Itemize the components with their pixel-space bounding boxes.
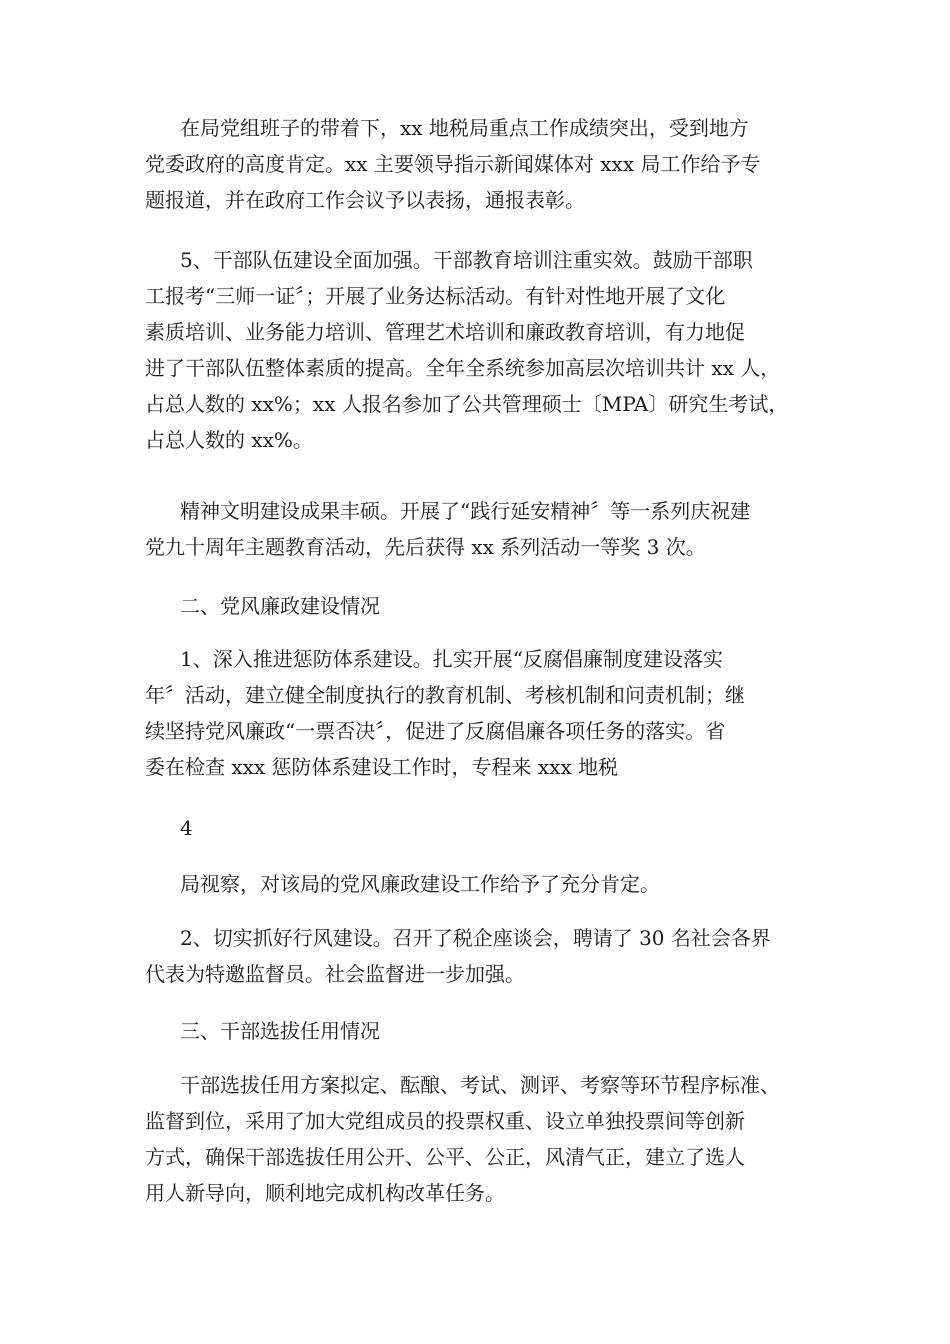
text-line: 代表为特邀监督员。社会监督进一步加强。 [145, 962, 525, 986]
heading-text: 二、党风廉政建设情况 [180, 594, 380, 618]
paragraph-spiritual-civilization [145, 493, 825, 565]
paragraph-inspection-continued [145, 866, 825, 902]
text-line: 党九十周年主题教育活动，先后获得 xx 系列活动一等奖 3 次。 [145, 535, 706, 559]
text-line: 5、干部队伍建设全面加强。干部教育培训注重实效。鼓励干部职 [180, 248, 753, 272]
paragraph-cadre-selection-process [145, 1067, 825, 1211]
text-line: 题报道，并在政府工作会议予以表扬，通报表彰。 [145, 188, 585, 212]
text-line: 续坚持党风廉政“一票否决〞，促进了反腐倡廉各项任务的落实。省 [145, 719, 726, 743]
text-line: 进了干部队伍整体素质的提高。全年全系统参加高层次培训共计 xx 人， [145, 356, 781, 380]
page-number [145, 810, 825, 846]
text-line: 年〞活动，建立健全制度执行的教育机制、考核机制和问责机制；继 [145, 683, 745, 707]
section-heading-party-conduct [145, 588, 825, 624]
text-line: 在局党组班子的带着下，xx 地税局重点工作成绩突出，受到地方 [180, 116, 749, 140]
text-line: 精神文明建设成果丰硕。开展了“践行延安精神〞等一系列庆祝建 [180, 499, 751, 523]
text-line: 用人新导向，顺利地完成机构改革任务。 [145, 1181, 505, 1205]
paragraph-tax-bureau-achievements [145, 110, 825, 218]
text-line: 占总人数的 xx%。 [145, 428, 313, 452]
paragraph-anti-corruption-system [145, 641, 825, 785]
text-line: 占总人数的 xx%；xx 人报名参加了公共管理硕士〔MPA〕研究生考试， [145, 392, 789, 416]
text-line: 委在检查 xxx 惩防体系建设工作时，专程来 xxx 地税 [145, 755, 619, 779]
text-line: 局视察，对该局的党风廉政建设工作给予了充分肯定。 [180, 872, 660, 896]
text-line: 1、深入推进惩防体系建设。扎实开展“反腐倡廉制度建设落实 [180, 647, 723, 671]
page-number-text: 4 [180, 816, 193, 840]
text-line: 2、切实抓好行风建设。召开了税企座谈会，聘请了 30 名社会各界 [180, 926, 771, 950]
text-line: 干部选拔任用方案拟定、酝酿、考试、测评、考察等环节程序标准、 [180, 1073, 780, 1097]
text-line: 工报考“三师一证〞；开展了业务达标活动。有针对性地开展了文化 [145, 284, 726, 308]
text-line: 方式，确保干部选拔任用公开、公平、公正，风清气正，建立了选人 [145, 1145, 745, 1169]
heading-text: 三、干部选拔任用情况 [180, 1019, 380, 1043]
section-heading-cadre-selection [145, 1013, 825, 1049]
paragraph-industry-conduct [145, 920, 825, 992]
text-line: 素质培训、业务能力培训、管理艺术培训和廉政教育培训，有力地促 [145, 320, 745, 344]
text-line: 监督到位，采用了加大党组成员的投票权重、设立单独投票间等创新 [145, 1109, 745, 1133]
paragraph-cadre-team-building [145, 242, 825, 458]
text-line: 党委政府的高度肯定。xx 主要领导指示新闻媒体对 xxx 局工作给予专 [145, 152, 761, 176]
